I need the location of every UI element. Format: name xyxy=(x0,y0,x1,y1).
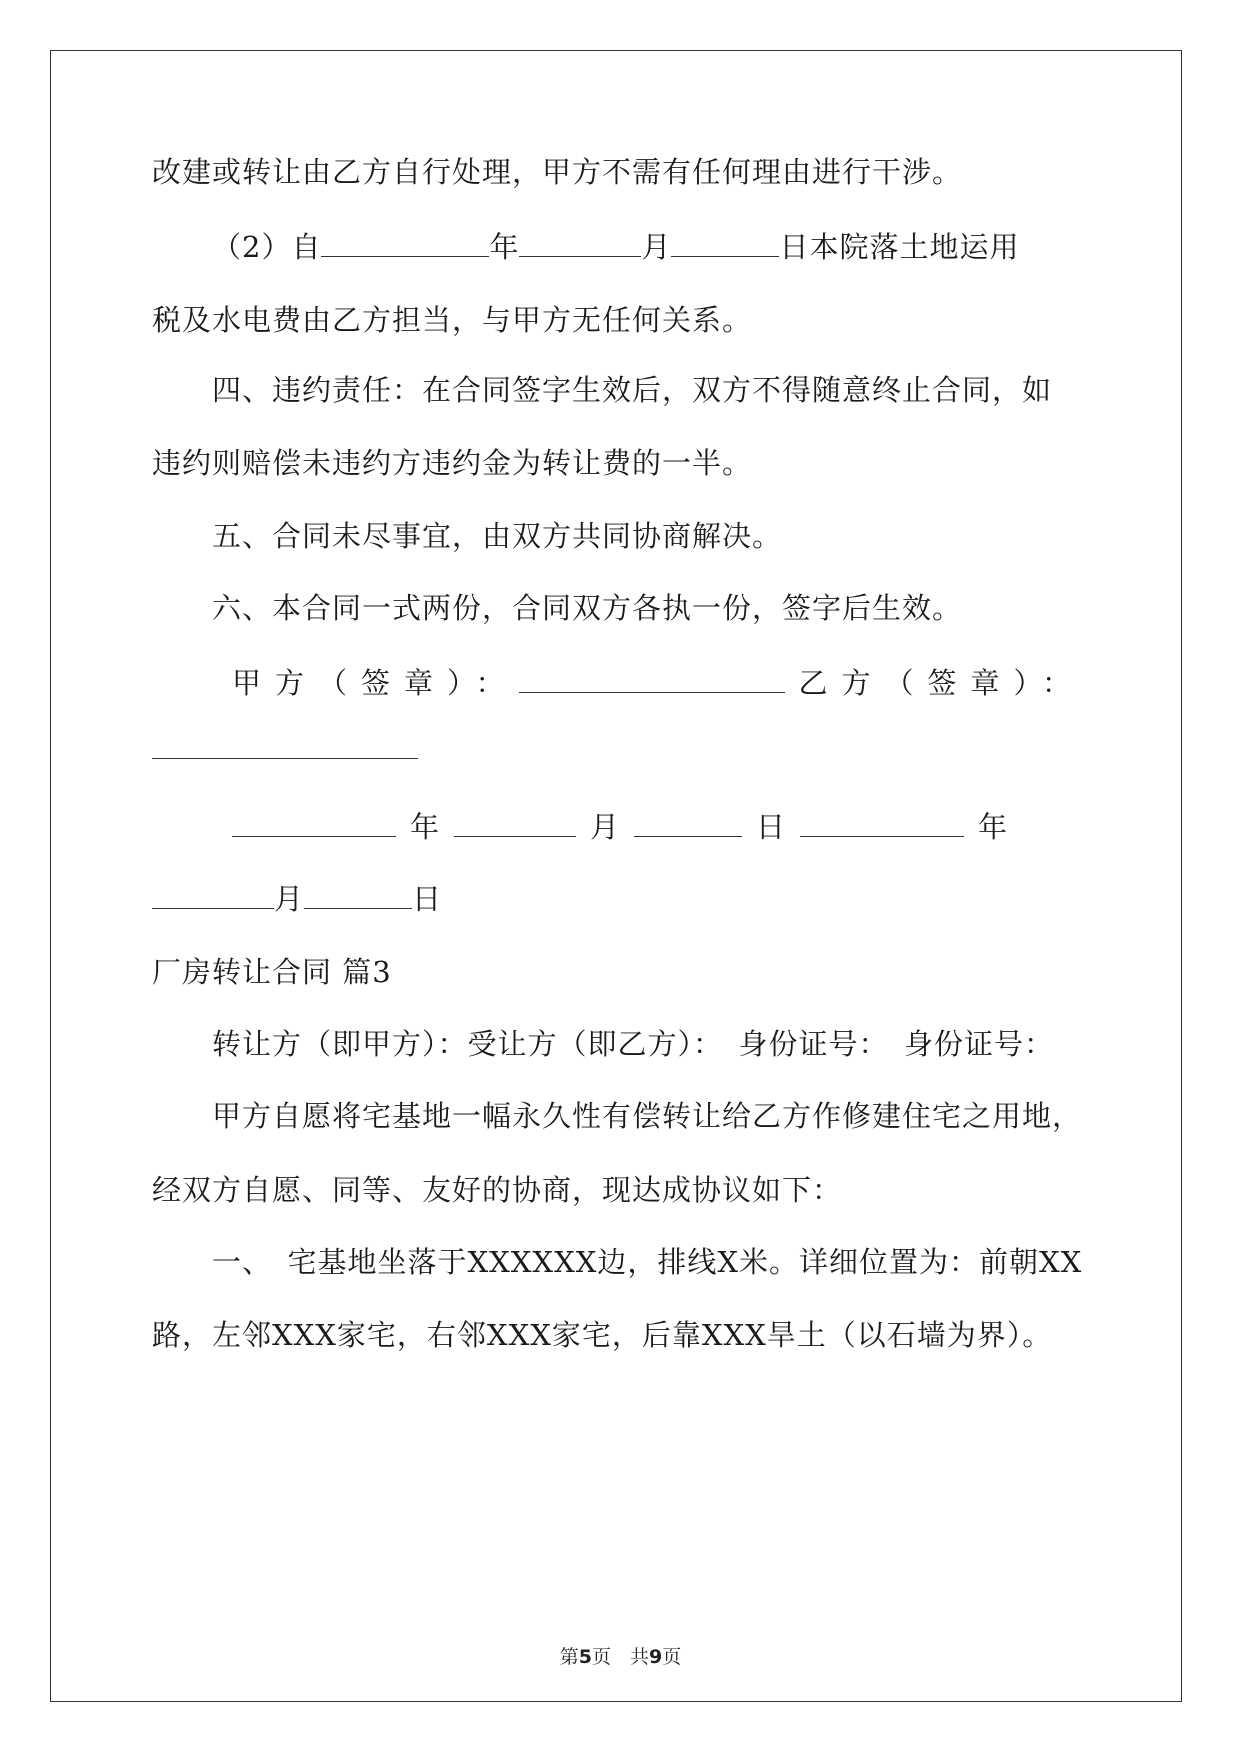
date-year-label: 年 xyxy=(410,810,441,844)
page-footer xyxy=(0,1642,1241,1669)
date2-year-blank xyxy=(800,806,964,837)
date2-day-label: 日 xyxy=(412,882,443,916)
day-clause-text: 日本院落土地运用 xyxy=(779,230,1020,264)
date2-year-label: 年 xyxy=(978,810,1009,844)
paragraph-line: 经双方自愿、同等、友好的协商，现达成协议如下： xyxy=(152,1173,843,1207)
party-b-signature-blank-line xyxy=(152,728,418,769)
signature-line xyxy=(232,662,1085,703)
date-month-label: 月 xyxy=(590,810,621,844)
clause-number: （2）自 xyxy=(212,230,322,264)
year-label: 年 xyxy=(489,230,520,264)
month-label: 月 xyxy=(641,230,672,264)
page-frame xyxy=(50,50,1182,1702)
paragraph-line: 五、合同未尽事宜，由双方共同协商解决。 xyxy=(212,519,783,553)
date2-month-blank xyxy=(152,878,274,909)
date2-day-blank xyxy=(304,878,412,909)
paragraph-line: 改建或转让由乙方自行处理，甲方不需有任何理由进行干涉。 xyxy=(152,155,963,189)
paragraph-line: 六、本合同一式两份，合同双方各执一份，签字后生效。 xyxy=(212,591,963,625)
day-blank xyxy=(671,226,779,257)
date-month-blank xyxy=(454,806,576,837)
party-b-signature-label: 乙方（签章）： xyxy=(798,666,1086,700)
year-blank xyxy=(321,226,489,257)
date2-month-label: 月 xyxy=(274,882,305,916)
date2-line xyxy=(152,878,442,919)
section-heading: 厂房转让合同 篇3 xyxy=(152,955,392,989)
date-year-blank xyxy=(232,806,396,837)
footer-suffix: 页 xyxy=(662,1646,682,1668)
month-blank xyxy=(519,226,641,257)
date-day-label: 日 xyxy=(756,810,787,844)
party-a-signature-label: 甲方（签章）： xyxy=(232,666,519,700)
paragraph-line: 路，左邻XXX家宅，右邻XXX家宅，后靠XXX旱土（以石墙为界）。 xyxy=(152,1318,1053,1352)
footer-total-pages: 9 xyxy=(649,1646,663,1668)
party-b-signature-blank xyxy=(152,728,418,759)
paragraph-line: 四、违约责任：在合同签字生效后，双方不得随意终止合同，如 xyxy=(212,373,1053,407)
footer-mid: 页 共 xyxy=(591,1646,649,1668)
paragraph-line: 甲方自愿将宅基地一幅永久性有偿转让给乙方作修建住宅之用地， xyxy=(212,1099,1083,1133)
paragraph-line: 违约则赔偿未违约方违约金为转让费的一半。 xyxy=(152,446,753,480)
date-day-blank xyxy=(634,806,742,837)
date-line xyxy=(232,806,1008,847)
footer-prefix: 第 xyxy=(559,1646,579,1668)
party-a-signature-blank xyxy=(519,662,785,693)
footer-current-page: 5 xyxy=(578,1646,592,1668)
parties-line: 转让方（即甲方）：受让方（即乙方）： 身份证号： 身份证号： xyxy=(212,1027,1055,1061)
paragraph-line: 一、 宅基地坐落于XXXXXX边，排线X米。详细位置为：前朝XX xyxy=(212,1245,1083,1279)
date-clause-line xyxy=(212,226,1020,267)
paragraph-line: 税及水电费由乙方担当，与甲方无任何关系。 xyxy=(152,303,753,337)
